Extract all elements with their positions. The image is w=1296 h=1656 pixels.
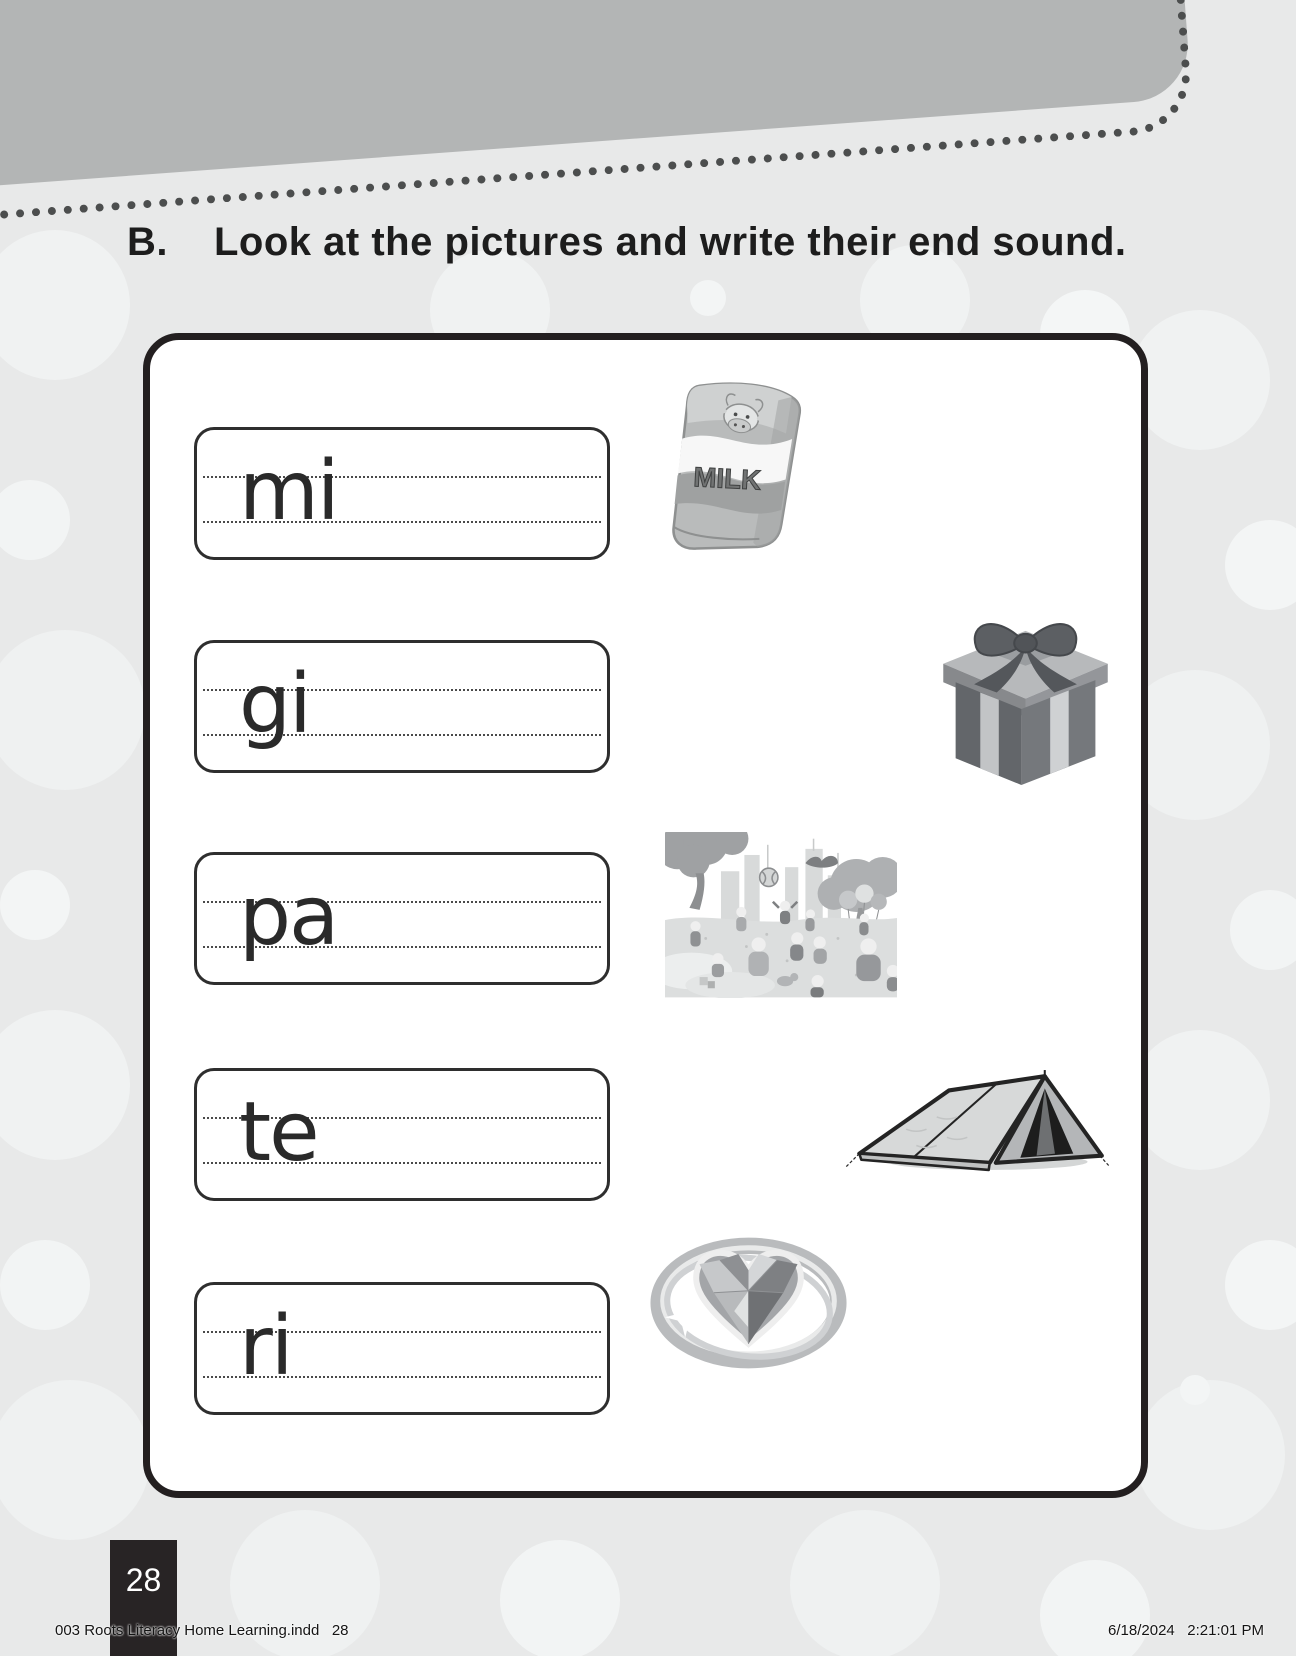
ring-picture — [628, 1188, 868, 1373]
footer-timestamp: 6/18/2024 2:21:01 PM — [1108, 1622, 1264, 1639]
footer-filename: 003 Roots Literacy Home Learning.indd 28 — [55, 1622, 349, 1639]
exercise-instruction: Look at the pictures and write their end sound. — [214, 220, 1127, 264]
answer-text-park: pa — [239, 869, 338, 964]
page-number: 28 — [125, 1562, 162, 1598]
milk-pack-label: MILK — [692, 461, 762, 496]
answer-box-milk[interactable] — [194, 427, 610, 560]
answer-box-park[interactable] — [194, 852, 610, 985]
answer-text-milk: mi — [239, 444, 338, 539]
tent-picture — [845, 1065, 1110, 1175]
exercise-title — [127, 220, 1126, 265]
answer-box-ring[interactable] — [194, 1282, 610, 1415]
milk-pack-picture — [620, 362, 830, 572]
exercise-letter: B. — [127, 220, 168, 264]
gift-box-picture — [935, 600, 1115, 785]
answer-text-tent: te — [239, 1085, 318, 1180]
park-scene-picture — [665, 832, 897, 998]
answer-text-ring: ri — [239, 1299, 292, 1394]
answer-text-gift: gi — [239, 657, 310, 752]
answer-box-tent[interactable] — [194, 1068, 610, 1201]
heart-gem-icon — [696, 1253, 801, 1344]
exercise-panel — [143, 333, 1148, 1498]
answer-box-gift[interactable] — [194, 640, 610, 773]
